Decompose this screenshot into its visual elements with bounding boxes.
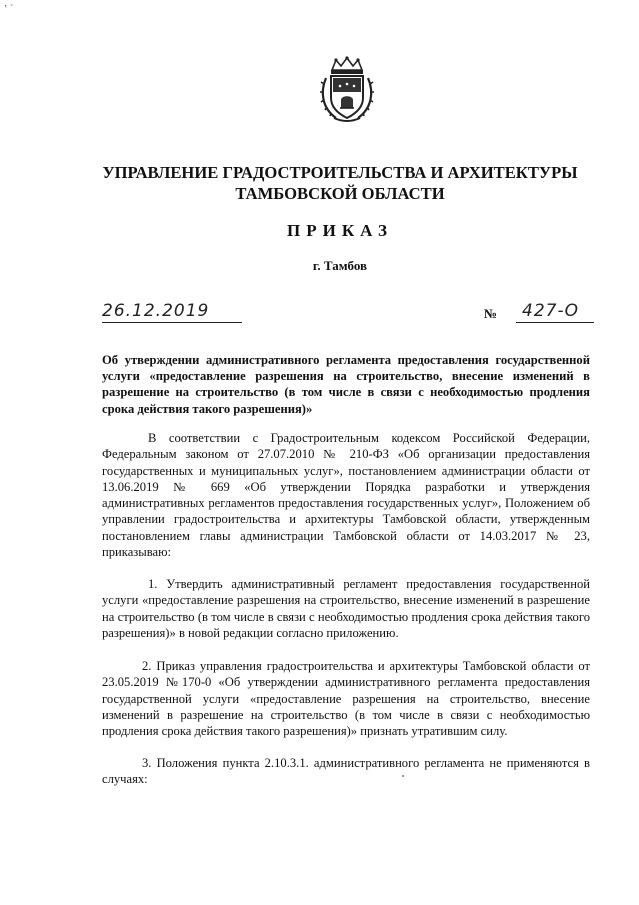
item-3-text: 3. Положения пункта 2.10.3.1. административного регламента не применяются в случаях: bbox=[102, 756, 590, 787]
order-number-line bbox=[516, 302, 594, 323]
preamble-paragraph bbox=[102, 430, 590, 560]
order-number: 427-О bbox=[522, 301, 579, 321]
preamble-text: В соответствии с Градостроительным кодексом Российской Федерации, Федеральным законом от 27.07.2010 № 210-ФЗ «Об организации предоставления государственных и муниципальных услуг», постановлением администрации области от 13.06.2019 № 669 «Об утверждении Порядка разработки и утверждения административных регламентов предоставления государственных услуг», Положением об управлении градостроительства и архитектуры Тамбовской области, утвержденным постановлением главы администрации Тамбовской области от 14.03.2017 № 23, приказываю: bbox=[102, 431, 590, 560]
organization-title-line-1: УПРАВЛЕНИЕ ГРАДОСТРОИТЕЛЬСТВА И АРХИТЕКТУРЫ bbox=[102, 163, 578, 182]
item-1-paragraph bbox=[102, 576, 590, 641]
scan-speck bbox=[402, 775, 404, 777]
order-date: 26.12.2019 bbox=[102, 301, 210, 321]
number-sign: № bbox=[484, 306, 498, 321]
order-title: ПРИКАЗ bbox=[287, 221, 393, 240]
organization-title-line-2: ТАМБОВСКОЙ ОБЛАСТИ bbox=[235, 184, 445, 203]
item-2-paragraph bbox=[102, 658, 590, 739]
item-2-text: 2. Приказ управления градостроительства и архитектуры Тамбовской области от 23.05.2019 №170-0 «Об утверждении административного регламента предоставления государственной услуги «предоставление разрешения на строительство, внесение изменений в разрешение на строительство (в том числе в связи с необходимостью продления срока действия такого разрешения)» признать утратившим силу. bbox=[102, 659, 590, 739]
order-subject: Об утверждении административного регламента предоставления государственной услуги «предоставление разрешения на строительство, внесение изменений в разрешение на строительство (в том числе в связи с необходимостью продления срока действия такого разрешения)» bbox=[102, 353, 590, 416]
scan-mark: ‛ ˊ bbox=[4, 4, 14, 15]
organization-title bbox=[60, 162, 620, 204]
coat-of-arms-icon bbox=[318, 56, 376, 124]
item-3-paragraph bbox=[102, 755, 590, 788]
order-date-field bbox=[102, 302, 242, 323]
order-number-field bbox=[484, 302, 594, 322]
item-1-text: 1. Утвердить административный регламент предоставления государственной услуги «предоставление разрешения на строительство, внесение изменений в разрешение на строительство (в том числе в связи с необходимостью продления срока действия такого разрешения)» в новой редакции согласно приложению. bbox=[102, 577, 590, 640]
city: г. Тамбов bbox=[312, 258, 368, 273]
